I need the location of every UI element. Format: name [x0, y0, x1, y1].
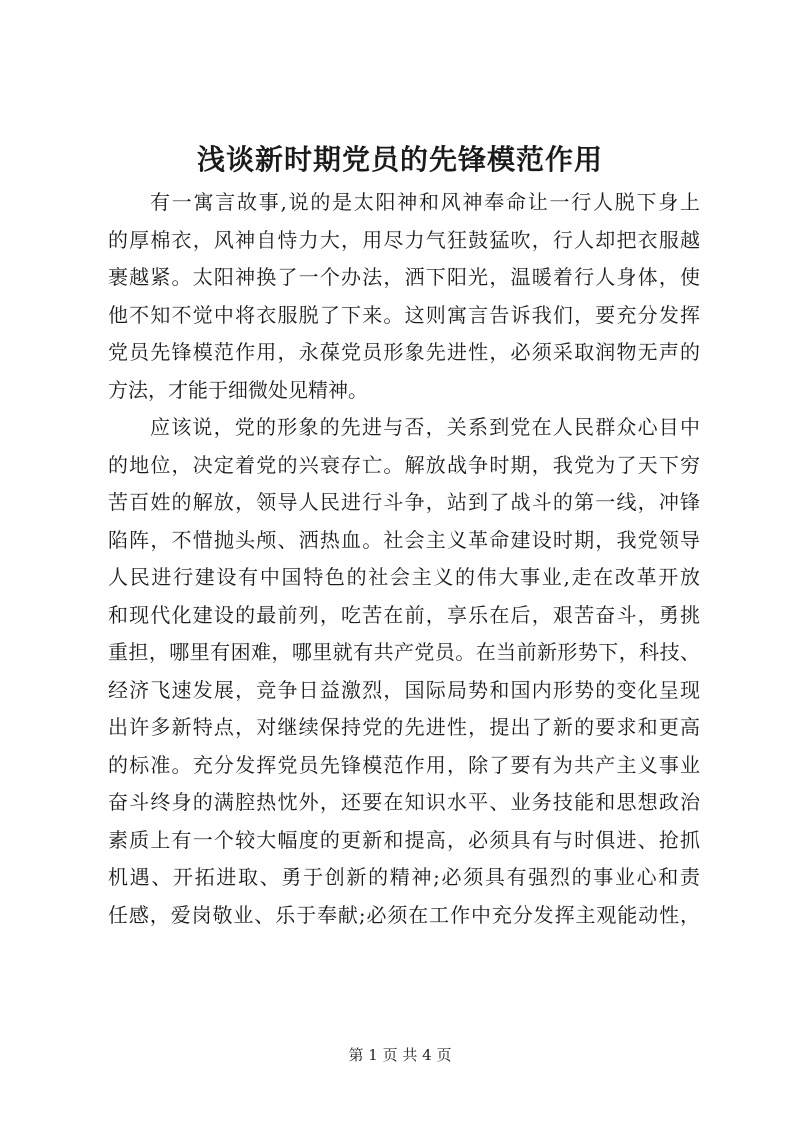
text-line: 的厚棉衣，风神自恃力大，用尽力气狂鼓猛吹，行人却把衣服越 — [108, 227, 700, 252]
text-line: 经济飞速发展，竞争日益激烈，国际局势和国内形势的变化呈现 — [108, 677, 700, 702]
text-line: 他不知不觉中将衣服脱了下来。这则寓言告诉我们，要充分发挥 — [108, 302, 700, 327]
text-line: 出许多新特点，对继续保持党的先进性，提出了新的要求和更高 — [108, 715, 700, 739]
text-line: 党员先锋模范作用，永葆党员形象先进性，必须采取润物无声的 — [108, 340, 700, 364]
paragraph-2 — [108, 409, 700, 934]
text-line: 陷阵，不惜抛头颅、洒热血。社会主义革命建设时期，我党领导 — [108, 527, 700, 552]
paragraph-1 — [108, 184, 700, 409]
text-line: 人民进行建设有中国特色的社会主义的伟大事业,走在改革开放 — [108, 565, 700, 589]
text-line: 的地位，决定着党的兴衰存亡。解放战争时期，我党为了天下穷 — [108, 452, 700, 477]
text-line: 裹越紧。太阳神换了一个办法，洒下阳光，温暖着行人身体，使 — [108, 265, 700, 289]
document-title: 浅谈新时期党员的先锋模范作用 — [196, 143, 603, 176]
text-line: 素质上有一个较大幅度的更新和提高，必须具有与时俱进、抢抓 — [108, 827, 700, 852]
text-line: 应该说，党的形象的先进与否，关系到党在人民群众心目中 — [150, 415, 700, 439]
text-line: 奋斗终身的满腔热忱外，还要在知识水平、业务技能和思想政治 — [108, 790, 700, 814]
text-line: 有一寓言故事,说的是太阳神和风神奉命让一行人脱下身上 — [150, 190, 700, 214]
text-line: 重担，哪里有困难，哪里就有共产党员。在当前新形势下，科技、 — [108, 640, 700, 664]
text-line: 的标准。充分发挥党员先锋模范作用，除了要有为共产主义事业 — [108, 752, 700, 777]
page-number-footer: 第 1 页 共 4 页 — [348, 1046, 452, 1064]
text-line: 苦百姓的解放，领导人民进行斗争，站到了战斗的第一线，冲锋 — [108, 490, 700, 514]
text-line: 任感，爱岗敬业、乐于奉献;必须在工作中充分发挥主观能动性， — [108, 902, 700, 927]
document-body — [108, 184, 700, 934]
text-line: 机遇、开拓进取、勇于创新的精神;必须具有强烈的事业心和责 — [108, 865, 700, 889]
text-line: 方法，才能于细微处见精神。 — [108, 377, 368, 402]
text-line: 和现代化建设的最前列，吃苦在前，享乐在后，艰苦奋斗，勇挑 — [108, 602, 700, 627]
